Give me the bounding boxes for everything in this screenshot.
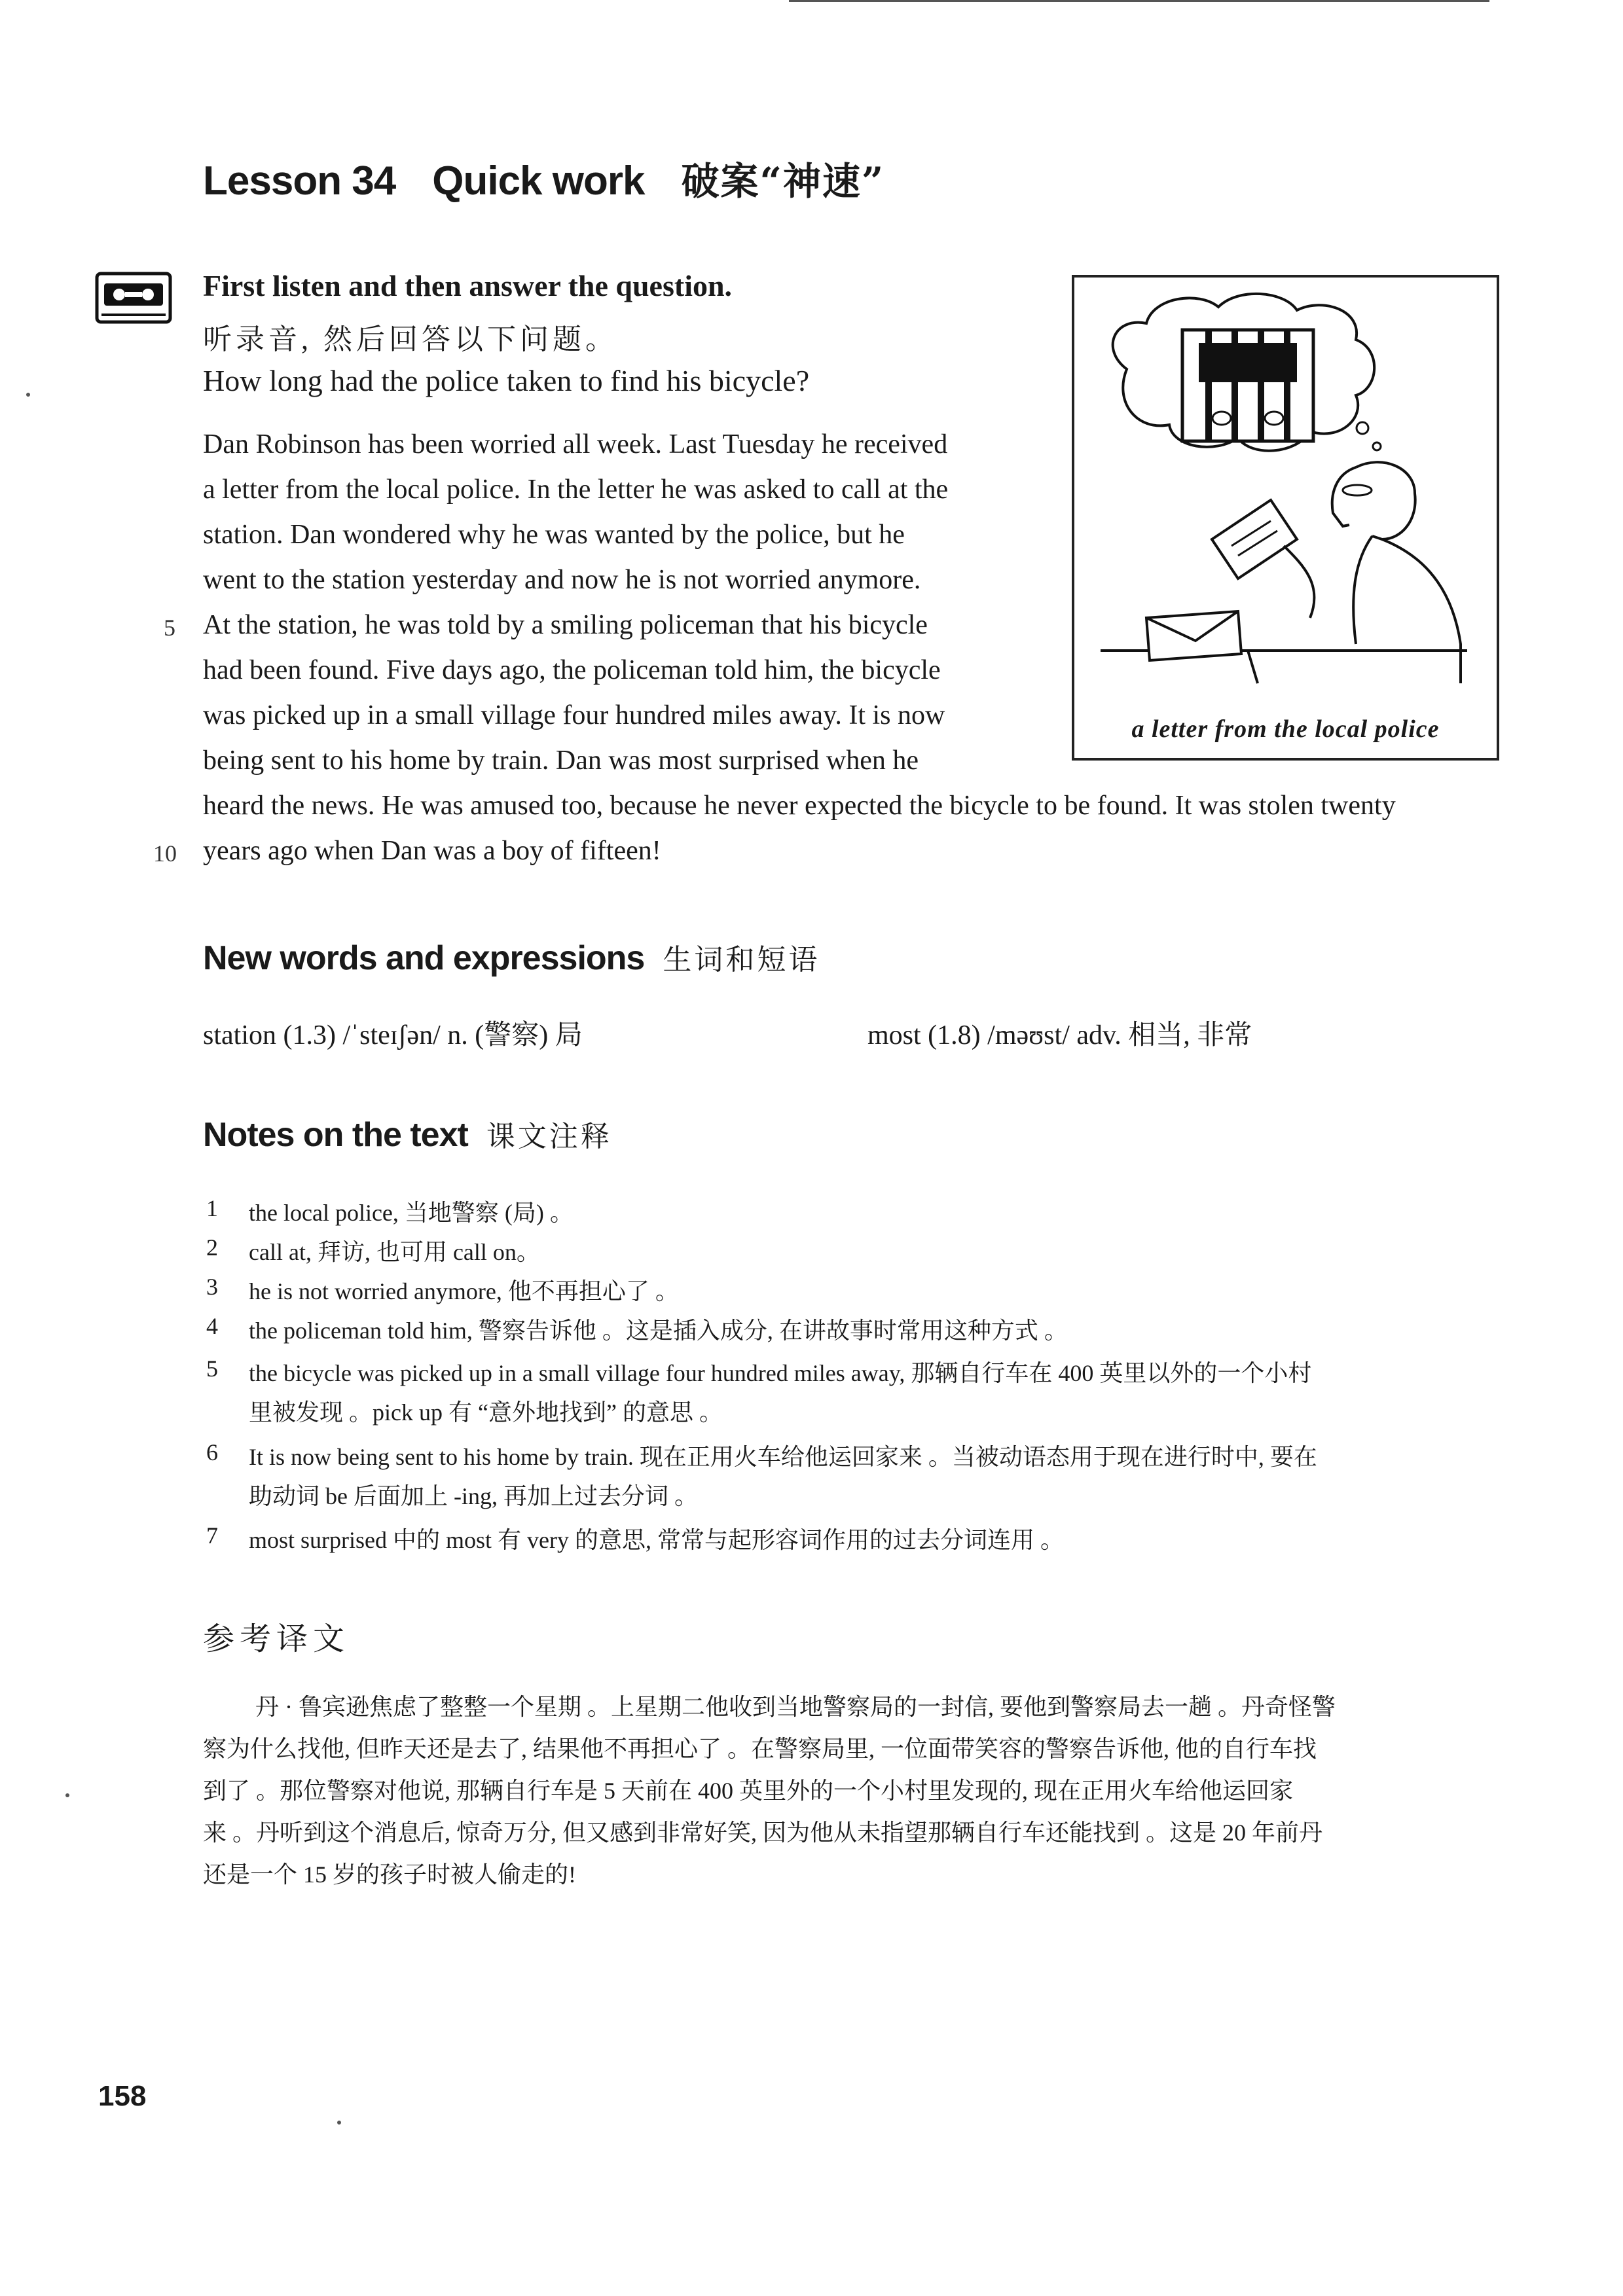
vocab-item-station: station (1.3) /ˈsteɪʃən/ n. (警察) 局 xyxy=(203,1020,583,1050)
note-number: 5 xyxy=(206,1355,218,1382)
text-line: station. Dan wondered why he was wanted by the police, but he xyxy=(203,520,905,550)
note-number: 4 xyxy=(206,1313,218,1339)
text-line: a letter from the local police. In the letter he was asked to call at the xyxy=(203,475,949,505)
notes-heading xyxy=(203,1113,612,1155)
notes-heading-zh: 课文注释 xyxy=(486,1120,612,1153)
line-number-10: 10 xyxy=(153,840,177,867)
text-line: was picked up in a small village four hundred miles away. It is now xyxy=(203,700,945,730)
note-number: 7 xyxy=(206,1522,218,1549)
scan-speck xyxy=(26,393,30,397)
note-text: call at, 拜访, 也可用 call on。 xyxy=(249,1239,540,1265)
vocab-heading-en: New words and expressions xyxy=(203,939,645,977)
cartoon-illustration xyxy=(1074,278,1497,758)
note-number: 3 xyxy=(206,1274,218,1300)
question: How long had the police taken to find his bicycle? xyxy=(203,364,810,397)
top-rule xyxy=(789,0,1489,2)
note-text: most surprised 中的 most 有 very 的意思, 常常与起形容词作用的过去分词连用 。 xyxy=(249,1527,1064,1553)
lesson-title-zh: 破案“神速” xyxy=(681,159,885,204)
lesson-number: Lesson 34 xyxy=(203,158,396,204)
translation-line: 到了 。那位警察对他说, 那辆自行车是 5 天前在 400 英里外的一个小村里发现的, 现在正用火车给他运回家 xyxy=(203,1778,1294,1804)
text-line: heard the news. He was amused too, because he never expected the bicycle to be found. It was stolen twenty xyxy=(203,791,1396,821)
note-text: the policeman told him, 警察告诉他 。这是插入成分, 在讲故事时常用这种方式 。 xyxy=(249,1318,1068,1344)
page-number: 158 xyxy=(98,2080,147,2112)
instruction-zh: 听录音, 然后回答以下问题。 xyxy=(203,323,618,355)
translation-line: 丹 · 鲁宾逊焦虑了整整一个星期 。上星期二他收到当地警察局的一封信, 要他到警察局去一趟 。丹奇怪警 xyxy=(255,1694,1336,1720)
note-number: 6 xyxy=(206,1439,218,1465)
text-line: went to the station yesterday and now he is not worried anymore. xyxy=(203,565,921,595)
note-text: 助动词 be 后面加上 -ing, 再加上过去分词 。 xyxy=(249,1483,698,1509)
note-number: 2 xyxy=(206,1234,218,1261)
notes-heading-en: Notes on the text xyxy=(203,1116,468,1154)
note-text: he is not worried anymore, 他不再担心了 。 xyxy=(249,1278,679,1304)
lesson-subtitle: Quick work xyxy=(432,158,645,204)
text-line: years ago when Dan was a boy of fifteen! xyxy=(203,836,661,866)
vocab-heading xyxy=(203,936,820,978)
cassette-icon[interactable] xyxy=(95,272,172,324)
translation-heading: 参考译文 xyxy=(203,1622,350,1657)
note-text: the bicycle was picked up in a small village four hundred miles away, 那辆自行车在 400 英里以外的一个小村 xyxy=(249,1360,1312,1386)
text-line: had been found. Five days ago, the policeman told him, the bicycle xyxy=(203,655,941,685)
text-line: being sent to his home by train. Dan was most surprised when he xyxy=(203,745,919,776)
figure-caption: a letter from the local police xyxy=(1131,715,1440,743)
scan-speck xyxy=(65,1793,69,1797)
translation-line: 来 。丹听到这个消息后, 惊奇万分, 但又感到非常好笑, 因为他从未指望那辆自行车还能找到 。这是 20 年前丹 xyxy=(203,1820,1323,1846)
text-line: Dan Robinson has been worried all week. Last Tuesday he received xyxy=(203,429,948,459)
scan-speck xyxy=(337,2121,341,2125)
lesson-title xyxy=(203,151,921,206)
note-text: the local police, 当地警察 (局) 。 xyxy=(249,1200,574,1226)
illustration-frame xyxy=(1072,275,1499,761)
note-text: It is now being sent to his home by train. 现在正用火车给他运回家来 。当被动语态用于现在进行时中, 要在 xyxy=(249,1444,1317,1470)
text-line: At the station, he was told by a smiling policeman that his bicycle xyxy=(203,610,928,640)
note-text: 里被发现 。pick up 有 “意外地找到” 的意思 。 xyxy=(249,1399,723,1426)
note-number: 1 xyxy=(206,1195,218,1221)
translation-line: 还是一个 15 岁的孩子时被人偷走的! xyxy=(203,1861,576,1888)
translation-line: 察为什么找他, 但昨天还是去了, 结果他不再担心了 。在警察局里, 一位面带笑容的警察告诉他, 他的自行车找 xyxy=(203,1736,1317,1762)
vocab-heading-zh: 生词和短语 xyxy=(663,943,820,977)
line-number-5: 5 xyxy=(164,615,175,641)
instruction-en: First listen and then answer the question. xyxy=(203,269,733,302)
vocab-item-most: most (1.8) /məʊst/ adv. 相当, 非常 xyxy=(867,1020,1252,1050)
